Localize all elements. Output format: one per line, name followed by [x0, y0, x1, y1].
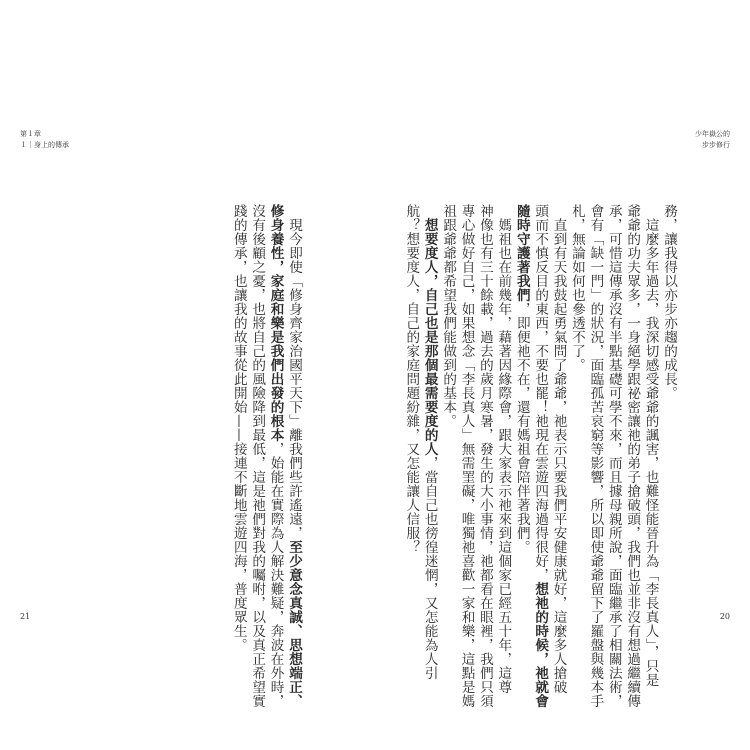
paragraph-column: 踐的傳承，也讓我的故事從此開始——接連不斷地雲遊四海，普度眾生。 — [230, 204, 247, 652]
paragraph-column — [641, 204, 659, 688]
paragraph-column: 祖跟爺爺都希望我們能做到的基本。 — [440, 204, 457, 428]
paragraph-column — [512, 204, 530, 574]
bold-text-run: 隨時守護著我們 — [513, 204, 530, 302]
bold-text-run: 想要度人，自己也是那個最需要度的人 — [421, 218, 438, 456]
text-run: ，即便祂不在，還有媽祖會陪伴著我們。 — [513, 302, 530, 554]
paragraph-column: 專心做好自己，如果想念「李長真人」無需罣礙，唯獨祂喜歡一家和樂，這點是媽 — [458, 204, 475, 708]
paragraph-column — [549, 204, 567, 694]
text-run: ，始能在實際為人解決難疑，奔波在外時， — [267, 442, 284, 708]
bold-text-run: 修身養性，家庭和樂是我們出發的根本 — [267, 204, 284, 442]
book-title-line1: 少年嶽公的 — [695, 130, 730, 138]
paragraph-column: 務，讓我得以亦步亦趨的成長。 — [661, 204, 677, 400]
bold-text-run: 想祂的時候，祂就會 — [532, 582, 549, 708]
paragraph-column: 沒有後顧之憂，也將自己的風險降到最低，這是祂們對我的囑咐，以及真正希望實 — [249, 204, 266, 708]
bold-text-run: 至少意念真誠、思想端正、 — [286, 540, 302, 708]
paragraph-column: 神像也有三十餘載，過去的歲月寒暑，發生的大小事情，祂都看在眼裡，我們只須 — [476, 204, 493, 708]
chapter-label: 第１章 — [20, 130, 41, 138]
page-number-right: 20 — [719, 612, 730, 621]
paragraph-column — [285, 204, 303, 708]
paragraph-column: 承，可惜這傳承沒有半點基礎可學不來，而且據母親所說，面臨繼承了相關法術， — [605, 204, 622, 708]
paragraph-column — [420, 204, 438, 680]
text-run: 媽祖也在前幾年，藉著因緣際會，跟大家表示祂來到這個家已經五十年，這尊 — [495, 218, 512, 694]
paragraph-column — [266, 204, 284, 708]
text-run: 這麼多年過去，我深切感受爺爺的諷害，也難怪能晉升為「李長真人」，只是 — [642, 218, 659, 688]
text-run: 頭而不慎反目的東西，不要也罷！祂現在雲遊四海過得很好， — [532, 204, 549, 582]
paragraph-column: 航？想要度人，自己的家庭問題紛雜，又怎能讓人信服？ — [403, 204, 420, 554]
right-page-body — [378, 204, 678, 708]
paragraph-column: 札，無論如何也參透不了。 — [568, 204, 585, 372]
text-run: 直到有天我鼓起勇氣問了爺爺，祂表示只要我們平安健康就好，這麼多人搶破 — [550, 218, 567, 694]
paragraph-column — [531, 204, 549, 708]
text-run: 現今即使「修身齊家治國平天下」離我們些許遙遠， — [286, 218, 302, 540]
text-run: ，當自己也徬徨迷惘，又怎能為人引 — [421, 456, 438, 680]
paragraph-column: 會有「缺一門」的狀況，面臨孤苦哀窮等影響，所以即使爺爺留下了羅盤與幾本手 — [587, 204, 604, 708]
chapter-header — [20, 129, 69, 151]
paragraph-column: 爺爺的功夫眾多，一身絕學跟祕密讓祂的弟子搶破頭，我們也並非沒有想過繼續傳 — [624, 204, 641, 708]
paragraph-column — [494, 204, 512, 694]
section-label: １｜身上的傳承 — [20, 141, 69, 149]
page-number-left: 21 — [20, 612, 31, 621]
book-title-line2: 步步修行 — [702, 141, 730, 149]
right-page — [375, 0, 750, 750]
book-title-header — [695, 129, 730, 151]
